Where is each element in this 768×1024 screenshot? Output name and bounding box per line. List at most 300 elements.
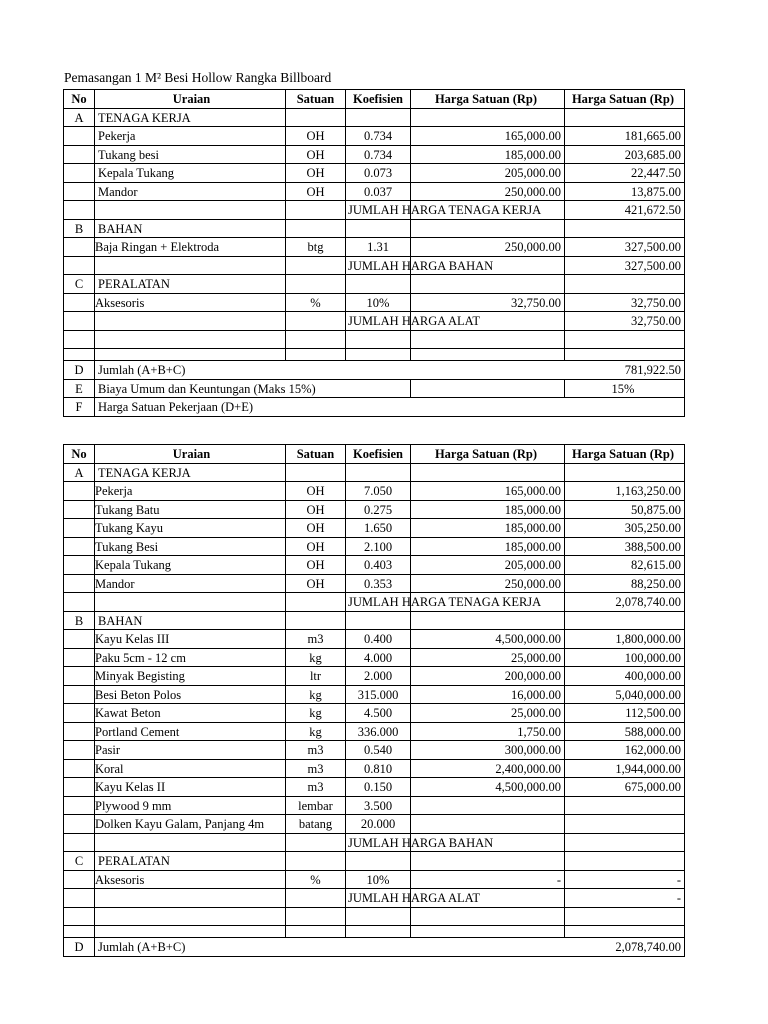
empty-cell: [565, 908, 685, 927]
empty-cell: [286, 349, 346, 361]
item-unit: OH: [286, 183, 346, 202]
row-letter: F: [64, 398, 95, 417]
item-coefficient: 0.734: [346, 127, 411, 146]
item-total: 400,000.00: [565, 667, 685, 686]
empty-cell: [95, 331, 286, 350]
item-description: Kayu Kelas III: [95, 630, 286, 649]
section-label: PERALATAN: [95, 852, 286, 871]
subtotal-label: [346, 312, 480, 331]
table-row: [64, 797, 685, 816]
empty-cell: [64, 815, 95, 834]
empty-cell: [286, 257, 346, 276]
item-unit: kg: [286, 649, 346, 668]
item-unit-price: 185,000.00: [411, 146, 565, 165]
item-description: Aksesoris: [95, 871, 286, 890]
empty-cell: [565, 852, 685, 871]
column-header-uraian: Uraian: [95, 90, 286, 109]
final-price-row: [64, 398, 685, 417]
table-row: [64, 741, 685, 760]
empty-cell: [64, 538, 95, 557]
empty-cell: [64, 183, 95, 202]
item-coefficient: 2.000: [346, 667, 411, 686]
section-letter: C: [64, 275, 95, 294]
item-total: 675,000.00: [565, 778, 685, 797]
subtotal-label: [346, 257, 494, 276]
empty-cell: [64, 201, 95, 220]
section-row: [64, 220, 685, 239]
empty-cell: [286, 220, 346, 239]
item-unit: OH: [286, 482, 346, 501]
empty-cell: [64, 704, 95, 723]
subtotal-value: [565, 834, 685, 853]
grand-total-value: 2,078,740.00: [565, 938, 685, 957]
item-total: 1,163,250.00: [565, 482, 685, 501]
empty-cell: [95, 201, 286, 220]
empty-cell: [346, 109, 411, 128]
item-description: Dolken Kayu Galam, Panjang 4m: [95, 815, 286, 834]
item-coefficient: 0.810: [346, 760, 411, 779]
section-label: BAHAN: [95, 220, 286, 239]
empty-cell: [64, 146, 95, 165]
column-header-harga_total: Harga Satuan (Rp): [565, 445, 685, 464]
item-total: 203,685.00: [565, 146, 685, 165]
empty-cell: [346, 852, 411, 871]
empty-cell: [346, 349, 411, 361]
empty-row: [64, 908, 685, 927]
empty-cell: [411, 275, 565, 294]
item-description: Tukang Kayu: [95, 519, 286, 538]
table-row: [64, 630, 685, 649]
empty-cell: [411, 331, 565, 350]
item-unit-price: -: [411, 871, 565, 890]
empty-cell: [64, 593, 95, 612]
item-unit-price: 185,000.00: [411, 538, 565, 557]
subtotal-value: 421,672.50: [565, 201, 685, 220]
item-coefficient: 1.650: [346, 519, 411, 538]
item-coefficient: 0.275: [346, 501, 411, 520]
empty-cell: [286, 464, 346, 483]
subtotal-row: [64, 257, 685, 276]
table-row: [64, 667, 685, 686]
empty-cell: [64, 926, 95, 938]
item-unit-price: 250,000.00: [411, 183, 565, 202]
item-unit-price: 25,000.00: [411, 704, 565, 723]
page-title: Pemasangan 1 M² Besi Hollow Rangka Billboard: [64, 70, 332, 85]
item-coefficient: 3.500: [346, 797, 411, 816]
empty-cell: [64, 257, 95, 276]
spacer-row: [64, 349, 685, 361]
empty-cell: [95, 257, 286, 276]
item-total: 5,040,000.00: [565, 686, 685, 705]
empty-cell: [346, 908, 411, 927]
item-unit: m3: [286, 630, 346, 649]
item-unit-price: 200,000.00: [411, 667, 565, 686]
item-coefficient: 0.540: [346, 741, 411, 760]
item-total: 305,250.00: [565, 519, 685, 538]
table-row: [64, 519, 685, 538]
item-unit-price: 250,000.00: [411, 575, 565, 594]
overhead-row: [64, 380, 685, 399]
item-unit-price: 250,000.00: [411, 238, 565, 257]
item-unit-price: 32,750.00: [411, 294, 565, 313]
item-unit-price: 4,500,000.00: [411, 630, 565, 649]
table-row: [64, 294, 685, 313]
item-coefficient: 7.050: [346, 482, 411, 501]
empty-cell: [411, 612, 565, 631]
item-total: [565, 815, 685, 834]
item-description: Minyak Begisting: [95, 667, 286, 686]
item-unit: btg: [286, 238, 346, 257]
item-coefficient: 336.000: [346, 723, 411, 742]
item-description: Tukang Besi: [95, 538, 286, 557]
column-header-uraian: Uraian: [95, 445, 286, 464]
empty-cell: [64, 331, 95, 350]
section-letter: B: [64, 612, 95, 631]
table-row: [64, 538, 685, 557]
item-unit: OH: [286, 127, 346, 146]
table-header-row: [64, 90, 685, 109]
table-row: [64, 238, 685, 257]
item-total: 88,250.00: [565, 575, 685, 594]
empty-cell: [64, 834, 95, 853]
section-label: PERALATAN: [95, 275, 286, 294]
item-unit: kg: [286, 723, 346, 742]
item-unit-price: 165,000.00: [411, 127, 565, 146]
row-label: Jumlah (A+B+C): [95, 361, 565, 380]
item-unit: OH: [286, 556, 346, 575]
item-unit: m3: [286, 760, 346, 779]
cost-table-1: [63, 89, 685, 417]
spacer-row: [64, 926, 685, 938]
subtotal-label: [346, 593, 542, 612]
item-unit-price: [411, 797, 565, 816]
empty-cell: [565, 109, 685, 128]
item-total: 181,665.00: [565, 127, 685, 146]
subtotal-label: [346, 834, 494, 853]
section-row: [64, 109, 685, 128]
item-description: Kawat Beton: [95, 704, 286, 723]
empty-cell: [64, 686, 95, 705]
item-coefficient: 0.400: [346, 630, 411, 649]
empty-cell: [286, 109, 346, 128]
table-row: [64, 815, 685, 834]
column-header-harga_total: Harga Satuan (Rp): [565, 90, 685, 109]
empty-cell: [286, 312, 346, 331]
subtotal-label-text: JUMLAH HARGA TENAGA KERJA: [348, 203, 542, 217]
item-total: 112,500.00: [565, 704, 685, 723]
item-total: 327,500.00: [565, 238, 685, 257]
item-unit-price: 185,000.00: [411, 519, 565, 538]
item-coefficient: 1.31: [346, 238, 411, 257]
empty-cell: [64, 667, 95, 686]
item-unit: %: [286, 871, 346, 890]
grand-total-value: 781,922.50: [565, 361, 685, 380]
section-label: BAHAN: [95, 612, 286, 631]
item-unit-price: 1,750.00: [411, 723, 565, 742]
item-total: 32,750.00: [565, 294, 685, 313]
subtotal-label-text: JUMLAH HARGA BAHAN: [348, 258, 494, 273]
empty-cell: [64, 127, 95, 146]
empty-cell: [64, 723, 95, 742]
row-label: Jumlah (A+B+C): [95, 938, 565, 957]
empty-cell: [64, 519, 95, 538]
item-unit-price: 16,000.00: [411, 686, 565, 705]
empty-cell: [346, 612, 411, 631]
empty-cell: [64, 778, 95, 797]
empty-cell: [64, 349, 95, 361]
empty-cell: [64, 908, 95, 927]
table-row: [64, 482, 685, 501]
empty-cell: [64, 575, 95, 594]
item-unit-price: 25,000.00: [411, 649, 565, 668]
item-unit: m3: [286, 741, 346, 760]
cost-table-2: [63, 444, 685, 957]
item-description: Tukang besi: [95, 146, 286, 165]
column-header-satuan: Satuan: [286, 90, 346, 109]
item-total: [565, 797, 685, 816]
item-coefficient: 4.500: [346, 704, 411, 723]
item-unit: OH: [286, 164, 346, 183]
item-total: 588,000.00: [565, 723, 685, 742]
table-row: [64, 871, 685, 890]
column-header-no: No: [64, 90, 95, 109]
empty-cell: [95, 908, 286, 927]
empty-cell: [411, 220, 565, 239]
subtotal-value: 327,500.00: [565, 257, 685, 276]
item-unit: kg: [286, 704, 346, 723]
empty-cell: [64, 649, 95, 668]
empty-cell: [411, 852, 565, 871]
item-coefficient: 10%: [346, 294, 411, 313]
column-header-satuan: Satuan: [286, 445, 346, 464]
item-unit: OH: [286, 146, 346, 165]
subtotal-label-text: JUMLAH HARGA ALAT: [348, 314, 480, 328]
row-label: Harga Satuan Pekerjaan (D+E): [95, 398, 685, 417]
item-description: Mandor: [95, 183, 286, 202]
item-description: Pasir: [95, 741, 286, 760]
subtotal-label: [346, 889, 480, 908]
item-total: 1,800,000.00: [565, 630, 685, 649]
item-coefficient: 0.403: [346, 556, 411, 575]
empty-cell: [286, 275, 346, 294]
section-row: [64, 852, 685, 871]
subtotal-row: [64, 889, 685, 908]
empty-cell: [286, 852, 346, 871]
subtotal-label-text: JUMLAH HARGA ALAT: [348, 891, 480, 905]
empty-cell: [565, 926, 685, 938]
item-unit-price: 4,500,000.00: [411, 778, 565, 797]
item-unit: m3: [286, 778, 346, 797]
empty-cell: [64, 797, 95, 816]
column-header-harga_satuan: Harga Satuan (Rp): [411, 445, 565, 464]
empty-cell: [565, 220, 685, 239]
empty-cell: [64, 482, 95, 501]
item-unit-price: 205,000.00: [411, 164, 565, 183]
item-total: 100,000.00: [565, 649, 685, 668]
empty-cell: [64, 501, 95, 520]
empty-cell: [565, 331, 685, 350]
empty-cell: [346, 275, 411, 294]
grand-total-row: [64, 361, 685, 380]
item-description: Portland Cement: [95, 723, 286, 742]
item-description: Mandor: [95, 575, 286, 594]
item-unit: lembar: [286, 797, 346, 816]
section-row: [64, 612, 685, 631]
empty-cell: [286, 926, 346, 938]
item-total: 82,615.00: [565, 556, 685, 575]
empty-cell: [411, 926, 565, 938]
empty-cell: [286, 593, 346, 612]
empty-cell: [286, 889, 346, 908]
table-header-row: [64, 445, 685, 464]
empty-cell: [346, 926, 411, 938]
empty-cell: [411, 349, 565, 361]
column-header-koefisien: Koefisien: [346, 90, 411, 109]
empty-cell: [64, 312, 95, 331]
subtotal-value: 2,078,740.00: [565, 593, 685, 612]
item-description: Tukang Batu: [95, 501, 286, 520]
empty-cell: [95, 889, 286, 908]
empty-cell: [95, 312, 286, 331]
item-description: Pekerja: [95, 482, 286, 501]
table-row: [64, 556, 685, 575]
table-row: [64, 164, 685, 183]
empty-cell: [64, 294, 95, 313]
item-unit: ltr: [286, 667, 346, 686]
item-unit-price: 2,400,000.00: [411, 760, 565, 779]
subtotal-value: -: [565, 889, 685, 908]
empty-cell: [95, 926, 286, 938]
empty-cell: [64, 164, 95, 183]
item-coefficient: 0.150: [346, 778, 411, 797]
item-coefficient: 20.000: [346, 815, 411, 834]
section-label: TENAGA KERJA: [95, 109, 286, 128]
table-row: [64, 183, 685, 202]
table-row: [64, 501, 685, 520]
item-unit: OH: [286, 519, 346, 538]
empty-cell: [286, 612, 346, 631]
empty-row: [64, 331, 685, 350]
empty-cell: [346, 464, 411, 483]
empty-cell: [411, 380, 565, 399]
subtotal-label: [346, 201, 542, 220]
item-total: 50,875.00: [565, 501, 685, 520]
empty-cell: [64, 889, 95, 908]
item-description: Paku 5cm - 12 cm: [95, 649, 286, 668]
table-row: [64, 649, 685, 668]
item-coefficient: 2.100: [346, 538, 411, 557]
empty-cell: [411, 908, 565, 927]
item-unit: OH: [286, 501, 346, 520]
empty-cell: [565, 349, 685, 361]
item-description: Besi Beton Polos: [95, 686, 286, 705]
empty-cell: [95, 349, 286, 361]
item-coefficient: 4.000: [346, 649, 411, 668]
item-total: 162,000.00: [565, 741, 685, 760]
subtotal-label-text: JUMLAH HARGA BAHAN: [348, 835, 494, 850]
empty-cell: [346, 331, 411, 350]
empty-cell: [64, 741, 95, 760]
item-description: Plywood 9 mm: [95, 797, 286, 816]
item-coefficient: 315.000: [346, 686, 411, 705]
item-description: Koral: [95, 760, 286, 779]
empty-cell: [565, 275, 685, 294]
section-label: TENAGA KERJA: [95, 464, 286, 483]
empty-cell: [64, 556, 95, 575]
item-coefficient: 10%: [346, 871, 411, 890]
subtotal-row: [64, 593, 685, 612]
item-description: Pekerja: [95, 127, 286, 146]
item-total: 22,447.50: [565, 164, 685, 183]
subtotal-value: 32,750.00: [565, 312, 685, 331]
empty-cell: [346, 220, 411, 239]
item-unit-price: [411, 815, 565, 834]
empty-cell: [565, 612, 685, 631]
item-unit: batang: [286, 815, 346, 834]
empty-cell: [411, 464, 565, 483]
table-row: [64, 127, 685, 146]
item-description: Aksesoris: [95, 294, 286, 313]
item-description: Baja Ringan + Elektroda: [95, 238, 286, 257]
empty-cell: [286, 331, 346, 350]
overhead-percent: 15%: [565, 380, 685, 399]
item-total: 13,875.00: [565, 183, 685, 202]
item-coefficient: 0.734: [346, 146, 411, 165]
row-label: Biaya Umum dan Keuntungan (Maks 15%): [95, 380, 411, 399]
section-letter: A: [64, 464, 95, 483]
empty-cell: [64, 760, 95, 779]
item-total: 388,500.00: [565, 538, 685, 557]
table-row: [64, 686, 685, 705]
item-total: 1,944,000.00: [565, 760, 685, 779]
item-description: Kepala Tukang: [95, 556, 286, 575]
column-header-koefisien: Koefisien: [346, 445, 411, 464]
item-coefficient: 0.073: [346, 164, 411, 183]
item-coefficient: 0.353: [346, 575, 411, 594]
row-letter: D: [64, 361, 95, 380]
item-unit: OH: [286, 575, 346, 594]
item-total: -: [565, 871, 685, 890]
section-letter: A: [64, 109, 95, 128]
empty-cell: [95, 593, 286, 612]
empty-cell: [565, 464, 685, 483]
item-description: Kayu Kelas II: [95, 778, 286, 797]
table-row: [64, 760, 685, 779]
column-header-harga_satuan: Harga Satuan (Rp): [411, 90, 565, 109]
empty-cell: [64, 238, 95, 257]
section-letter: B: [64, 220, 95, 239]
item-unit-price: 185,000.00: [411, 501, 565, 520]
item-unit: %: [286, 294, 346, 313]
table-row: [64, 778, 685, 797]
empty-cell: [286, 201, 346, 220]
row-letter: E: [64, 380, 95, 399]
row-letter: D: [64, 938, 95, 957]
table-row: [64, 704, 685, 723]
item-description: Kepala Tukang: [95, 164, 286, 183]
item-unit-price: 205,000.00: [411, 556, 565, 575]
empty-cell: [64, 871, 95, 890]
section-row: [64, 464, 685, 483]
empty-cell: [95, 834, 286, 853]
section-row: [64, 275, 685, 294]
item-coefficient: 0.037: [346, 183, 411, 202]
item-unit-price: 300,000.00: [411, 741, 565, 760]
item-unit-price: 165,000.00: [411, 482, 565, 501]
table-row: [64, 723, 685, 742]
table-row: [64, 146, 685, 165]
subtotal-label-text: JUMLAH HARGA TENAGA KERJA: [348, 595, 542, 609]
